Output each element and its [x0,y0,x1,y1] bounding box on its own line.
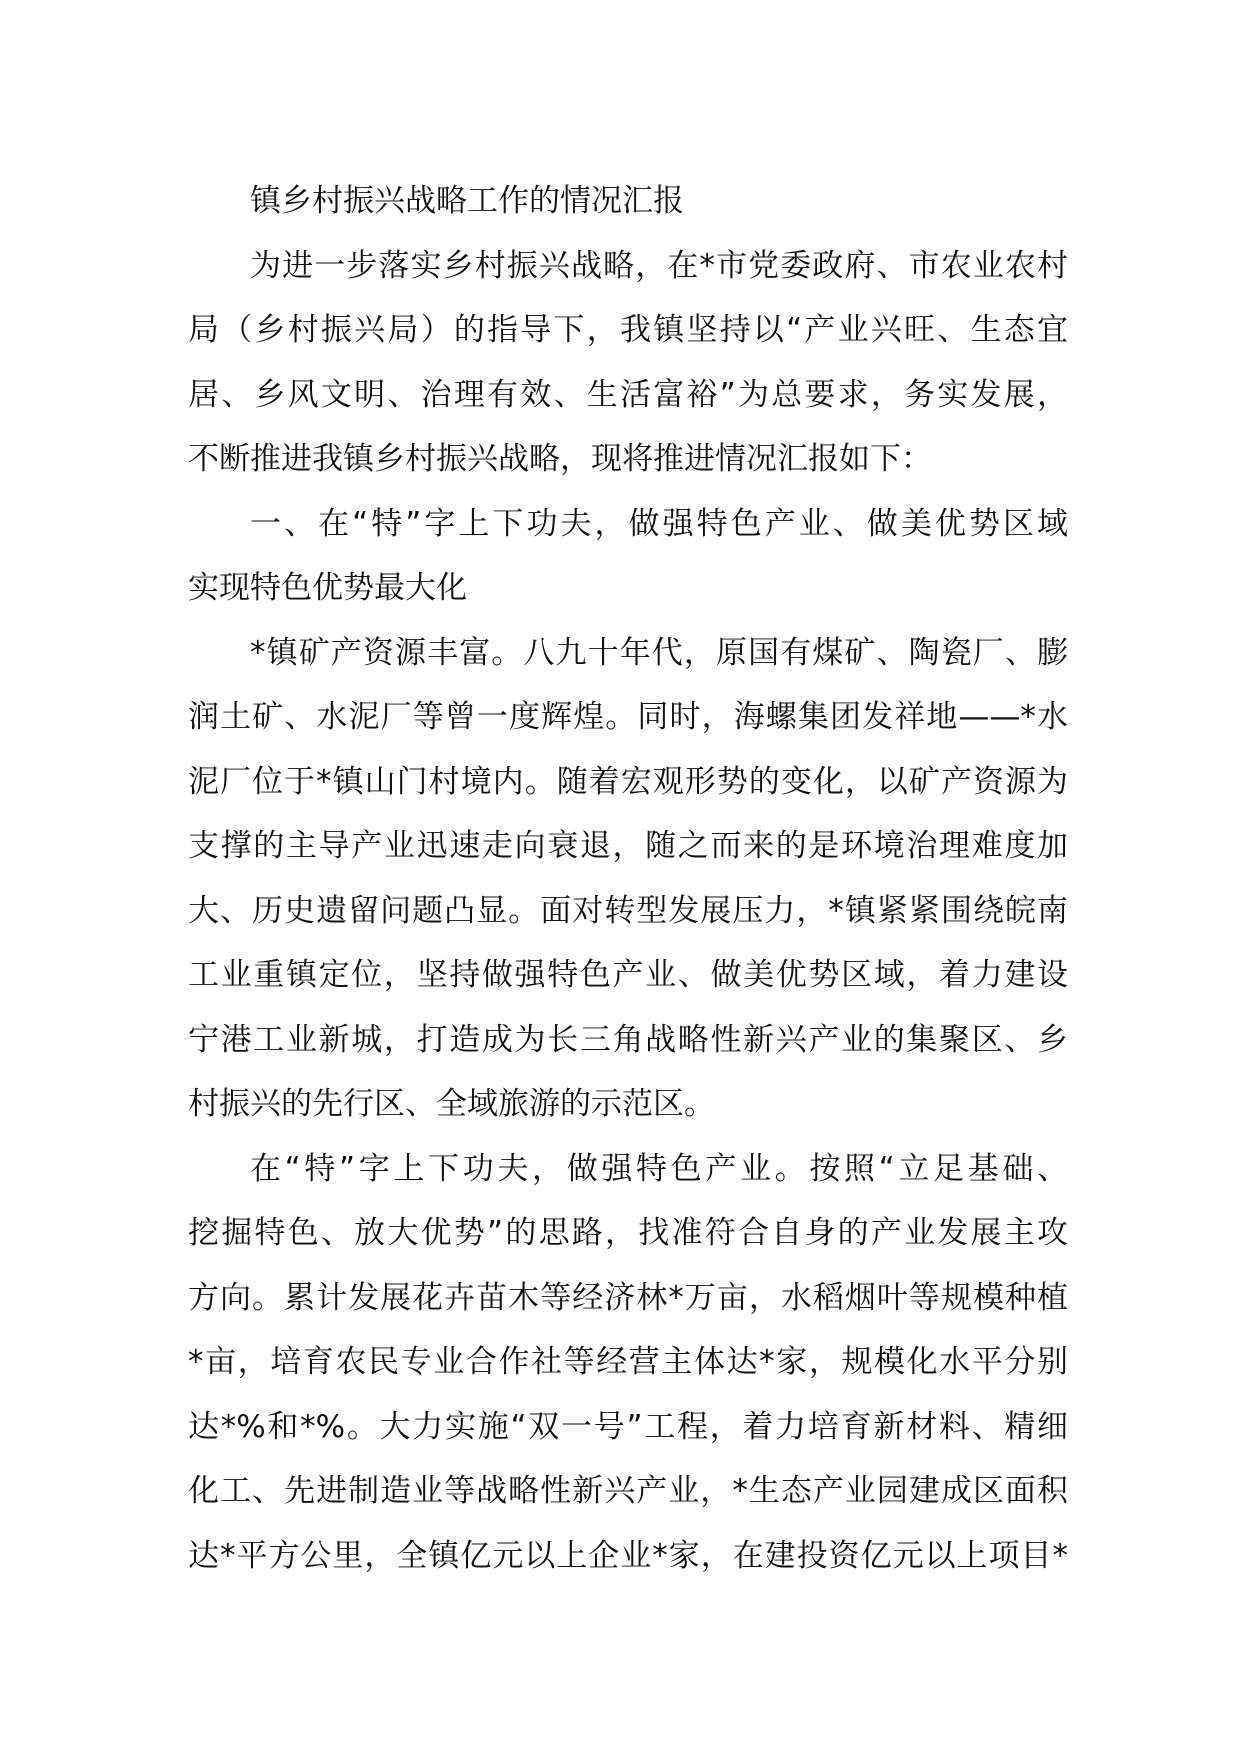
paragraph2-line: *亩，培育农民专业合作社等经营主体达*家，规模化水平分别 [188,1344,1068,1380]
paragraph1-line: 宁港工业新城，打造成为长三角战略性新兴产业的集聚区、乡 [188,1021,1068,1058]
paragraph1-line: 泥厂位于*镇山门村境内。随着宏观形势的变化，以矿产资源为 [188,763,1068,800]
section-heading-line: 一、在“特”字上下功夫，做强特色产业、做美优势区域 [250,505,1068,542]
paragraph2-line: 化工、先进制造业等战略性新兴产业，*生态产业园建成区面积 [188,1473,1068,1509]
paragraph1-line: 大、历史遗留问题凸显。面对转型发展压力，*镇紧紧围绕皖南 [188,892,1068,929]
paragraph2-line: 在“特”字上下功夫，做强特色产业。按照“立足基础、 [250,1150,1068,1187]
intro-line: 居、乡风文明、治理有效、生活富裕”为总要求，务实发展， [188,376,1068,413]
document-body [188,169,1068,1588]
intro-line: 局（乡村振兴局）的指导下，我镇坚持以“产业兴旺、生态宜 [188,312,1068,348]
paragraph1-line: 工业重镇定位，坚持做强特色产业、做美优势区域，着力建设 [188,957,1068,993]
paragraph2-line: 挖掘特色、放大优势”的思路，找准符合自身的产业发展主攻 [188,1215,1068,1251]
paragraph2-line: 方向。累计发展花卉苗木等经济林*万亩，水稻烟叶等规模种植 [188,1279,1068,1316]
paragraph1-line: 支撑的主导产业迅速走向衰退，随之而来的是环境治理难度加 [188,828,1068,864]
paragraph1-line: *镇矿产资源丰富。八九十年代，原国有煤矿、陶瓷厂、膨 [250,634,1068,671]
document-title: 镇乡村振兴战略工作的情况汇报 [250,183,684,219]
paragraph2-line: 达*平方公里，全镇亿元以上企业*家，在建投资亿元以上项目* [188,1537,1068,1574]
paragraph1-line: 润土矿、水泥厂等曾一度辉煌。同时，海螺集团发祥地——*水 [188,699,1068,735]
intro-line: 为进一步落实乡村振兴战略，在*市党委政府、市农业农村 [250,247,1068,284]
paragraph2-line: 达*%和*%。大力实施“双一号”工程，着力培育新材料、精细 [188,1408,1068,1445]
paragraph1-line: 村振兴的先行区、全域旅游的示范区。 [188,1086,715,1122]
intro-line: 不断推进我镇乡村振兴战略，现将推进情况汇报如下： [188,441,932,477]
section-heading-line: 实现特色优势最大化 [188,570,467,606]
